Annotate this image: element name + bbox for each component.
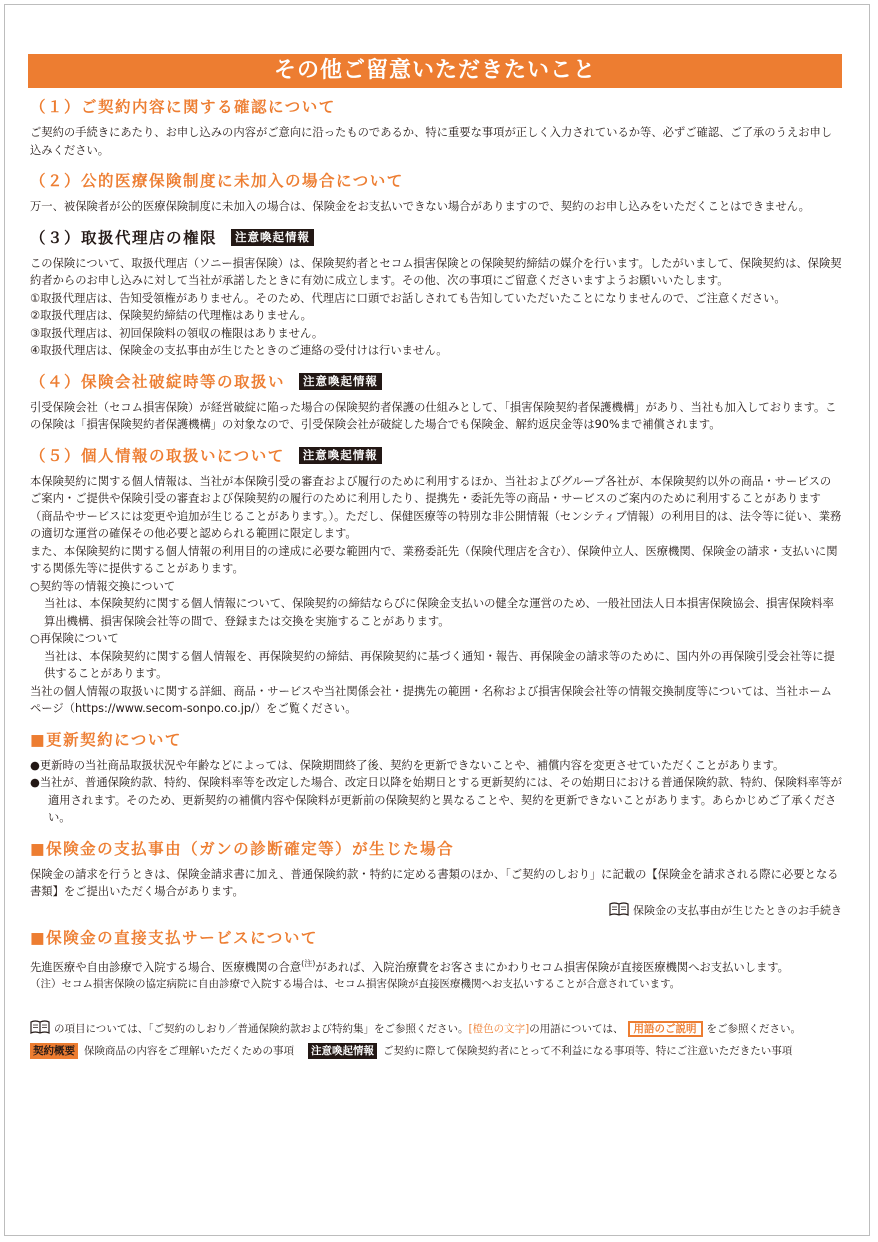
direct-body-b: があれば、入院治療費をお客さまにかわりセコム損害保険が直接医療機関へお支払いします。	[315, 960, 789, 974]
summary-description: 保険商品の内容をご理解いただくための事項	[84, 1045, 294, 1058]
claim-reference-text: 保険金の支払事由が生じたときのお手続き	[633, 903, 842, 917]
list-item: ④取扱代理店は、保険金の支払事由が生じたときのご連絡の受付けは行いません。	[30, 344, 448, 357]
summary-badge: 契約概要	[30, 1043, 78, 1059]
caution-badge: 注意喚起情報	[299, 447, 382, 464]
section-5-body-1: 本保険契約に関する個人情報は、当社が本保険引受の審査および履行のために利用するほか、当社およびグループ各社が、本保険契約以外の商品・サービスのご案内・ご提供や保険引受の審査および保険契約の履行のために利用したり、提携先・委託先等の商品・サービスのご案内のために利用することがあります（商品やサービスには変更や追加が生じることがあります。）。ただし、保健医療等の特別な非公開情報（センシティブ情報）の利用目的は、法令等に従い、業務の適切な運営の確保その他必要と認められる範囲に限定します。	[30, 474, 842, 540]
section-5-heading: （５）個人情報の取扱いについて	[30, 446, 285, 465]
legend-line-1	[30, 1019, 842, 1039]
caution-description: ご契約に際して保険契約者にとって不利益になる事項等、特にご注意いただきたい事項	[383, 1045, 793, 1058]
main-content	[30, 96, 842, 1061]
list-item: ●更新時の当社商品取扱状況や年齢などによっては、保険期間終了後、契約を更新できないことや、補償内容を変更させていただくことがあります。	[30, 758, 785, 772]
claim-reference	[30, 901, 842, 921]
list-item: ③取扱代理店は、初回保険料の領収の権限はありません。	[30, 326, 324, 340]
page-title: その他ご留意いただきたいこと	[28, 54, 842, 88]
direct-payment-note: （注）セコム損害保険の協定病院に自由診療で入院する場合は、セコム損害保険が直接医療機関へお支払いすることが合意されています。	[30, 977, 681, 990]
book-icon	[30, 1019, 50, 1035]
list-item: ●当社が、普通保険約款、特約、保険料率等を改定した場合、改定日以降を始期日とする更新契約には、その始期日における普通保険約款、特約、保険料率等が適用されます。そのため、更新契約の補償内容や保険料が更新前の保険契約と異なることや、契約を更新できないことがあります。あらかじめご了承ください。	[30, 776, 842, 824]
reinsurance-body: 当社は、本保険契約に関する個人情報を、再保険契約の締結、再保険契約に基づく通知・報告、再保険金の請求等のために、国内外の再保険引受会社等に提供することがあります。	[44, 649, 835, 680]
section-4-heading: （４）保険会社破綻時等の取扱い	[30, 372, 286, 391]
section-3-body: この保険について、取扱代理店（ソニー損害保険）は、保険契約者とセコム損害保険との保険契約締結の媒介を行います。したがいまして、保険契約は、保険契約者からのお申し込みに対して当社が承諾したときに有効に成立します。その他、次の事項にご留意くださいますようお願いいたします。	[30, 256, 842, 287]
section-5-closing: 当社の個人情報の取扱いに関する詳細、商品・サービスや当社関係会社・提携先の範囲・名称および損害保険会社等の情報交換制度等については、当社ホームページ（https://www.secom-sonpo.co.jp/）をご覧ください。	[30, 684, 832, 715]
section-5-heading-row	[30, 445, 842, 467]
section-4-heading-row	[30, 371, 842, 393]
exchange-body: 当社は、本保険契約に関する個人情報について、保険契約の締結ならびに保険金支払いの健全な運営のため、一般社団法人日本損害保険協会、損害保険料率算出機構、損害保険会社等の間で、登録または交換を実施することがあります。	[44, 597, 834, 628]
renewal-heading: ■更新契約について	[30, 730, 182, 749]
legend-orange-text: [橙色の文字]	[468, 1023, 530, 1036]
section-5-body-2: また、本保険契約に関する個人情報の利用目的の達成に必要な範囲内で、業務委託先（保険代理店を含む）、保険仲立人、医療機関、保険金の請求・支払いに関する関係先等に提供することがあります。	[30, 544, 838, 575]
legend-text-c: をご参照ください。	[706, 1023, 802, 1036]
glossary-box: 用語のご説明	[628, 1021, 703, 1037]
caution-badge: 注意喚起情報	[231, 229, 314, 246]
direct-body-a: 先進医療や自由診療で入院する場合、医療機関の合意	[30, 960, 302, 974]
note-mark: (注)	[301, 958, 316, 968]
section-1-body: ご契約の手続きにあたり、お申し込みの内容がご意向に沿ったものであるか、特に重要な事項が正しく入力されているか等、必ずご確認、ご了承のうえお申し込みください。	[30, 126, 833, 157]
legend-text-b: の用語については、	[529, 1023, 624, 1036]
direct-payment-body	[30, 955, 842, 976]
section-3-heading: （３）取扱代理店の権限	[30, 228, 218, 247]
claim-heading: ■保険金の支払事由（ガンの診断確定等）が生じた場合	[30, 839, 455, 858]
book-icon	[609, 901, 629, 917]
section-2-heading: （２）公的医療保険制度に未加入の場合について	[30, 172, 404, 190]
legend-text-a: の項目については、「ご契約のしおり／普通保険約款および特約集」をご参照ください。	[54, 1023, 469, 1036]
caution-badge: 注意喚起情報	[308, 1043, 377, 1059]
exchange-title: ○契約等の情報交換について	[30, 579, 176, 593]
list-item: ①取扱代理店は、告知受領権がありません。そのため、代理店に口頭でお話しされても告知していただいたことになりませんので、ご注意ください。	[30, 291, 786, 305]
claim-body: 保険金の請求を行うときは、保険金請求書に加え、普通保険約款・特約に定める書類のほか、「ご契約のしおり」に記載の【保険金を請求される際に必要となる書類】をご提出いただく場合があります。	[30, 867, 839, 898]
section-4-body: 引受保険会社（セコム損害保険）が経営破綻に陥った場合の保険契約者保護の仕組みとして、「損害保険契約者保護機構」があり、当社も加入しております。この保険は「損害保険契約者保護機構」の対象なので、引受保険会社が破綻した場合でも保険金、解約返戻金等は90%まで補償されます。	[30, 400, 837, 431]
section-3-heading-row	[30, 227, 842, 249]
reinsurance-title: ○再保険について	[30, 632, 119, 645]
list-item: ②取扱代理店は、保険契約締結の代理権はありません。	[30, 309, 312, 322]
legend-line-2	[30, 1041, 842, 1061]
caution-badge: 注意喚起情報	[299, 373, 382, 390]
section-2-body: 万一、被保険者が公的医療保険制度に未加入の場合は、保険金をお支払いできない場合がありますので、契約のお申し込みをいただくことはできません。	[30, 200, 810, 213]
direct-payment-heading: ■保険金の直接支払サービスについて	[30, 928, 318, 947]
section-1-heading: （１）ご契約内容に関する確認について	[30, 98, 336, 116]
